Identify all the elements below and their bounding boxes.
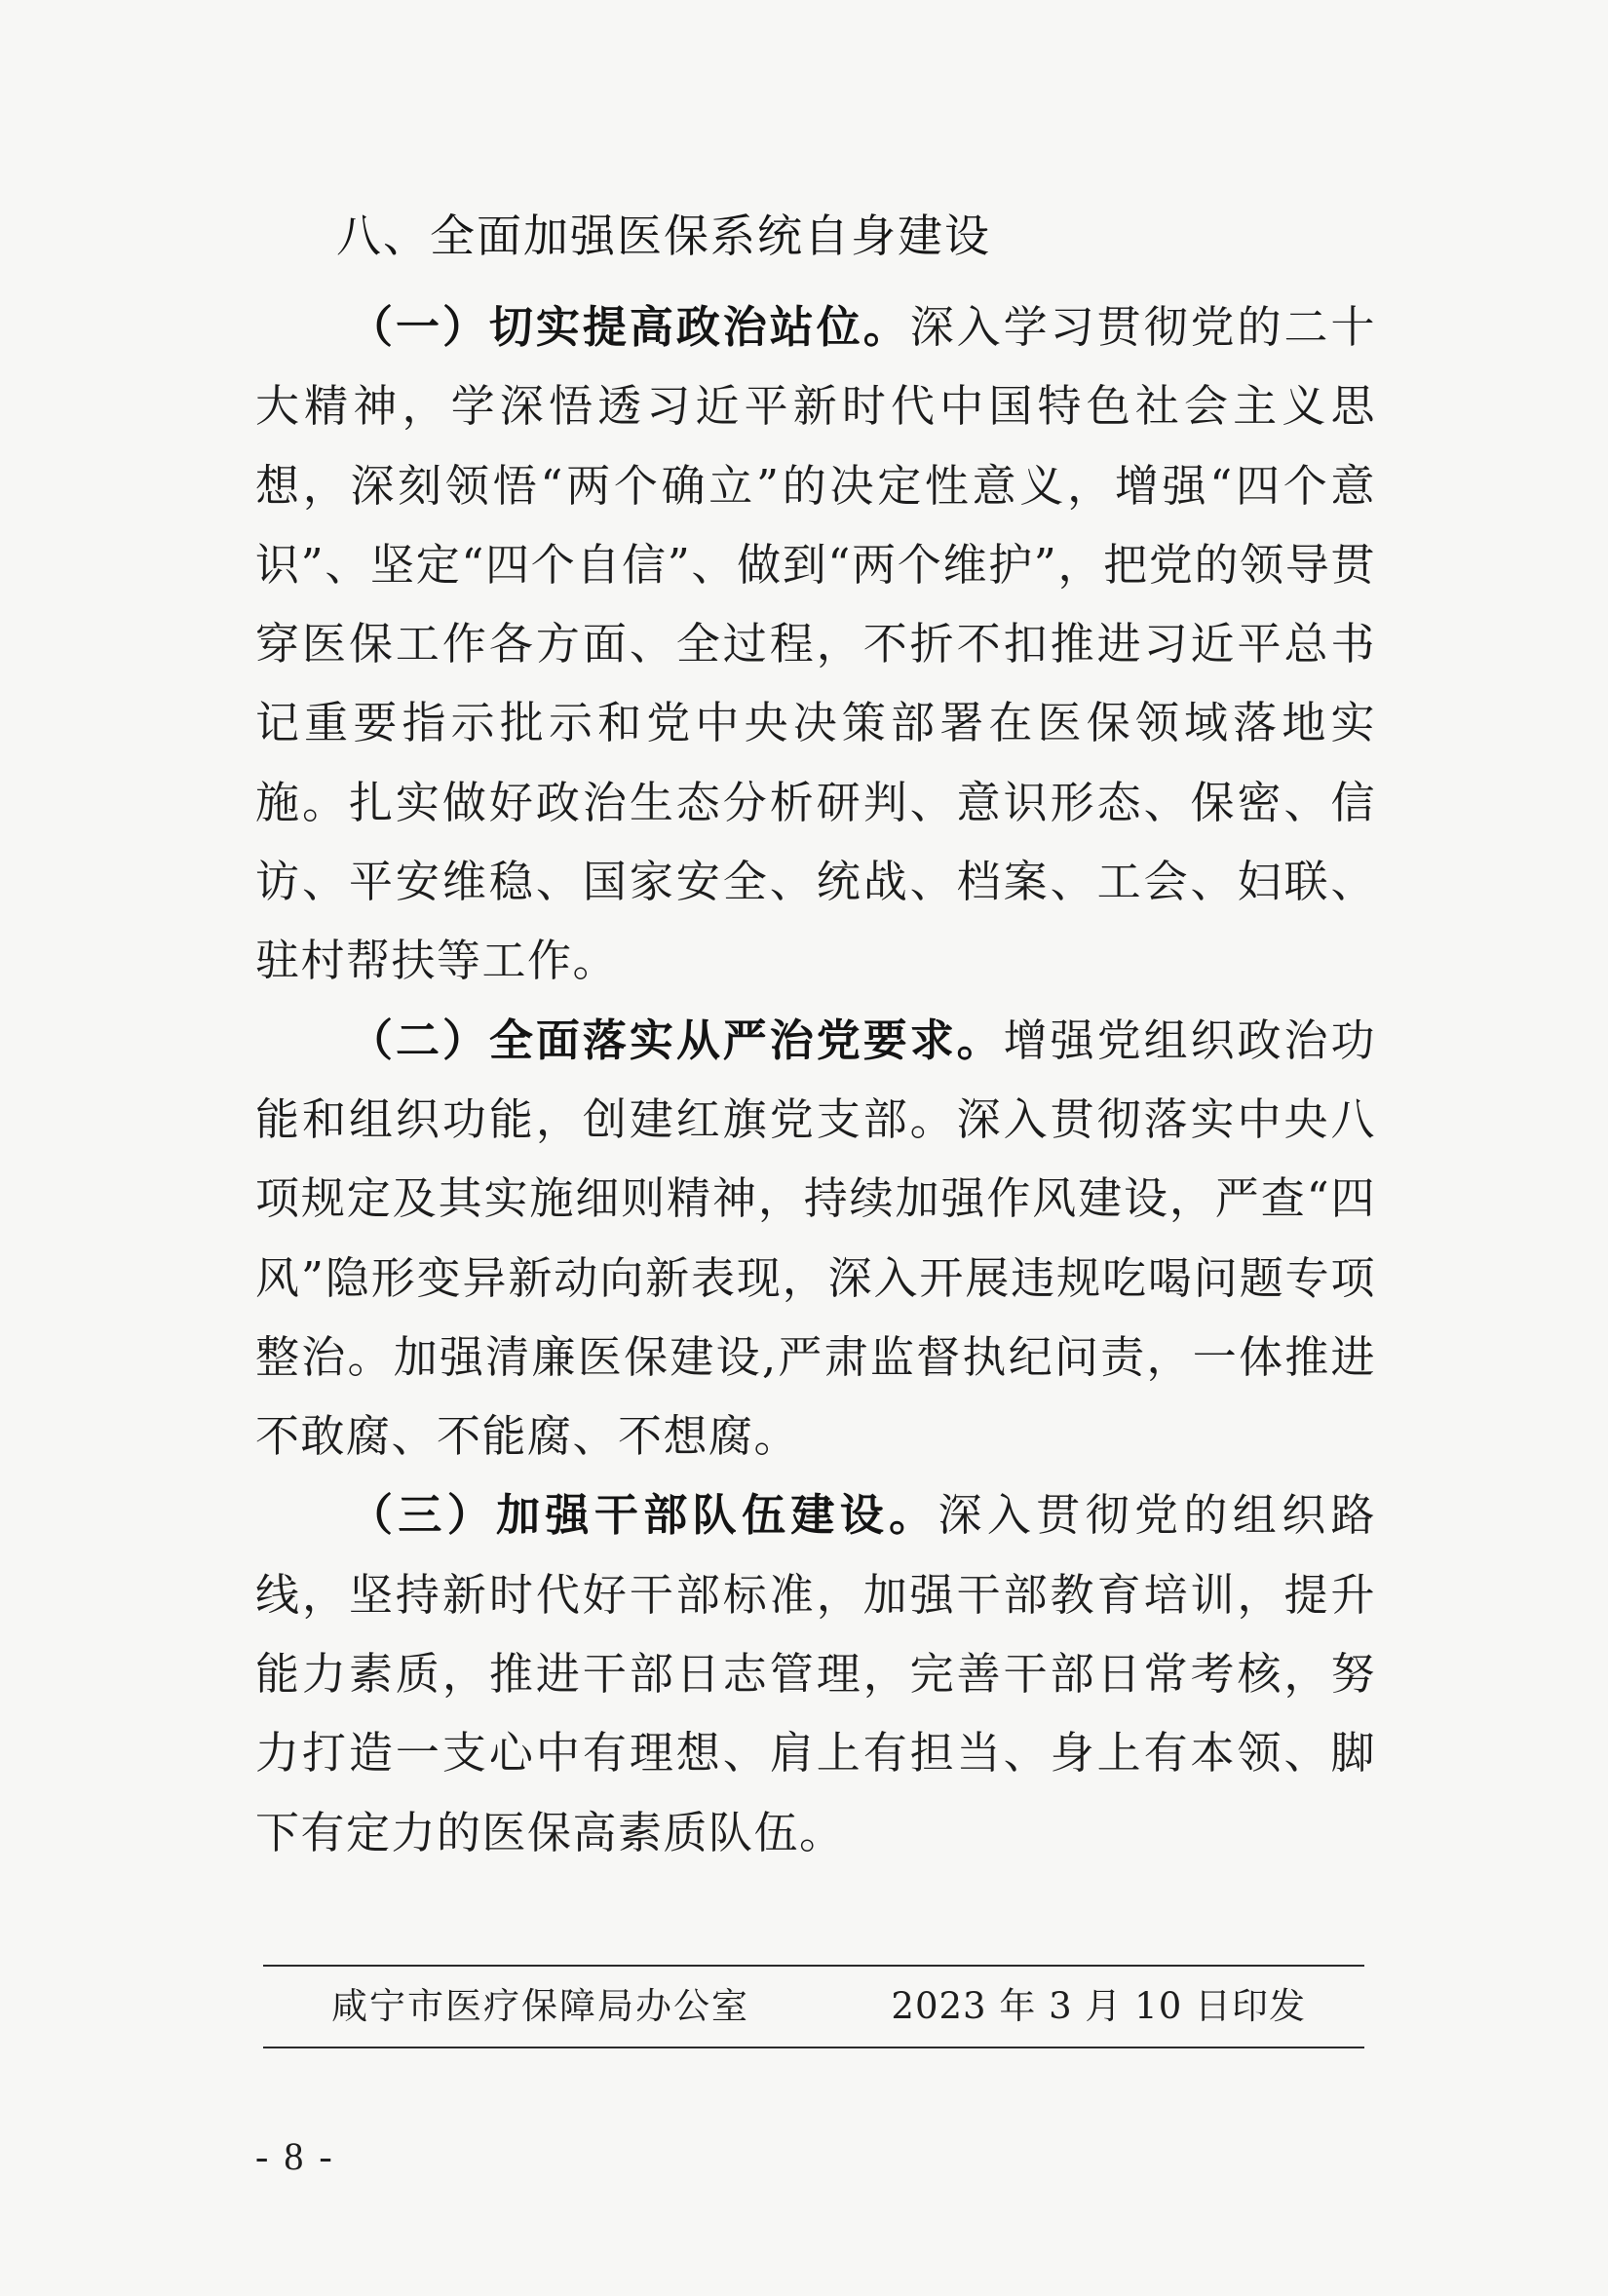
page-number: - 8 - — [255, 2134, 335, 2178]
paragraph-2-text: 增强党组织政治功能和组织功能，创建红旗党支部。深入贯彻落实中央八项规定及其实施细则精神，持续加强作风建设，严查“四风”隐形变异新动向新表现，深入开展违规吃喝问题专项整治。加强清廉医保建设,严肃监督执纪问责，一体推进不敢腐、不能腐、不想腐。 — [255, 1014, 1376, 1463]
paragraph-1-lead: （一）切实提高政治站位。 — [349, 301, 910, 353]
paragraph-1 — [255, 287, 1376, 1001]
footer-issuer: 咸宁市医疗保障局办公室 — [331, 1985, 749, 2027]
paragraph-2 — [255, 1001, 1376, 1476]
paragraph-3-text: 深入贯彻党的组织路线，坚持新时代好干部标准，加强干部教育培训，提升能力素质，推进干部日志管理，完善干部日常考核，努力打造一支心中有理想、肩上有担当、身上有本领、脚下有定力的医保高素质队伍。 — [255, 1489, 1376, 1858]
paragraph-3-lead: （三）加强干部队伍建设。 — [349, 1489, 938, 1542]
paragraph-2-lead: （二）全面落实从严治党要求。 — [349, 1014, 1004, 1066]
footer-bottom-rule — [263, 2047, 1364, 2048]
footer-issue-date: 2023 年 3 月 10 日印发 — [891, 1985, 1306, 2027]
section-heading: 八、全面加强医保系统自身建设 — [336, 210, 991, 262]
section-body — [255, 287, 1376, 1872]
footer-top-rule — [263, 1965, 1364, 1967]
paragraph-3 — [255, 1475, 1376, 1871]
paragraph-1-text: 深入学习贯彻党的二十大精神，学深悟透习近平新时代中国特色社会主义思想，深刻领悟“两个确立”的决定性意义，增强“四个意识”、坚定“四个自信”、做到“两个维护”，把党的领导贯穿医保工作各方面、全过程，不折不扣推进习近平总书记重要指示批示和党中央决策部署在医保领域落地实施。扎实做好政治生态分析研判、意识形态、保密、信访、平安维稳、国家安全、统战、档案、工会、妇联、驻村帮扶等工作。 — [255, 301, 1376, 987]
